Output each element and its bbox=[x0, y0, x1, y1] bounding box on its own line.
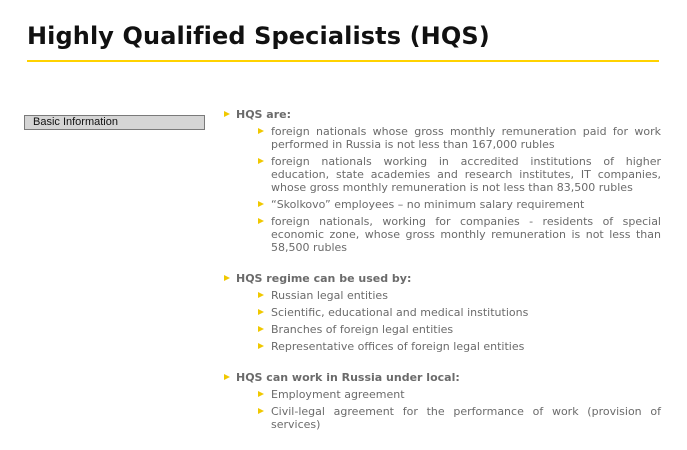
bullet-arrow-icon bbox=[258, 391, 264, 397]
bullet-arrow-icon bbox=[258, 343, 264, 349]
list-item-text: Employment agreement bbox=[271, 388, 405, 401]
page-title: Highly Qualified Specialists (HQS) bbox=[27, 22, 490, 50]
bullet-arrow-icon bbox=[258, 408, 264, 414]
list-item bbox=[271, 405, 661, 431]
bullet-arrow-icon bbox=[258, 218, 264, 224]
list-item-text: Civil-legal agreement for the performance of work (provision of services) bbox=[271, 405, 661, 431]
section-hqs-definition bbox=[224, 108, 661, 254]
title-divider bbox=[27, 60, 659, 62]
tab-basic-information[interactable]: Basic Information bbox=[24, 115, 205, 130]
section-heading-text: HQS regime can be used by: bbox=[236, 272, 412, 285]
list-item bbox=[271, 388, 661, 401]
list-item bbox=[271, 125, 661, 151]
content-area bbox=[224, 108, 661, 449]
bullet-list bbox=[224, 125, 661, 254]
bullet-arrow-icon bbox=[258, 201, 264, 207]
list-item bbox=[271, 155, 661, 194]
list-item bbox=[271, 323, 661, 336]
section-heading bbox=[224, 272, 661, 285]
bullet-arrow-icon bbox=[258, 326, 264, 332]
bullet-arrow-icon bbox=[224, 111, 230, 117]
bullet-arrow-icon bbox=[258, 292, 264, 298]
section-heading-text: HQS are: bbox=[236, 108, 292, 121]
bullet-arrow-icon bbox=[224, 275, 230, 281]
list-item-text: Representative offices of foreign legal entities bbox=[271, 340, 525, 353]
list-item-text: foreign nationals working in accredited institutions of higher education, state academies and research institutes, IT companies, whose gross monthly remuneration is not less than 83,500 rubles bbox=[271, 155, 661, 194]
list-item bbox=[271, 215, 661, 254]
section-heading-text: HQS can work in Russia under local: bbox=[236, 371, 460, 384]
section-hqs-regime-users bbox=[224, 272, 661, 353]
list-item bbox=[271, 306, 661, 319]
bullet-list bbox=[224, 388, 661, 431]
bullet-arrow-icon bbox=[224, 374, 230, 380]
list-item-text: Russian legal entities bbox=[271, 289, 388, 302]
list-item-text: foreign nationals, working for companies - residents of special economic zone, whose gross monthly remuneration is not less than 58,500 rubles bbox=[271, 215, 661, 254]
bullet-list bbox=[224, 289, 661, 353]
bullet-arrow-icon bbox=[258, 158, 264, 164]
section-heading bbox=[224, 108, 661, 121]
bullet-arrow-icon bbox=[258, 128, 264, 134]
section-hqs-work-agreements bbox=[224, 371, 661, 431]
list-item bbox=[271, 198, 661, 211]
list-item-text: “Skolkovo” employees – no minimum salary requirement bbox=[271, 198, 585, 211]
bullet-arrow-icon bbox=[258, 309, 264, 315]
section-heading bbox=[224, 371, 661, 384]
list-item-text: Branches of foreign legal entities bbox=[271, 323, 454, 336]
list-item bbox=[271, 289, 661, 302]
list-item-text: Scientific, educational and medical institutions bbox=[271, 306, 529, 319]
list-item bbox=[271, 340, 661, 353]
list-item-text: foreign nationals whose gross monthly remuneration paid for work performed in Russia is not less than 167,000 rubles bbox=[271, 125, 661, 151]
